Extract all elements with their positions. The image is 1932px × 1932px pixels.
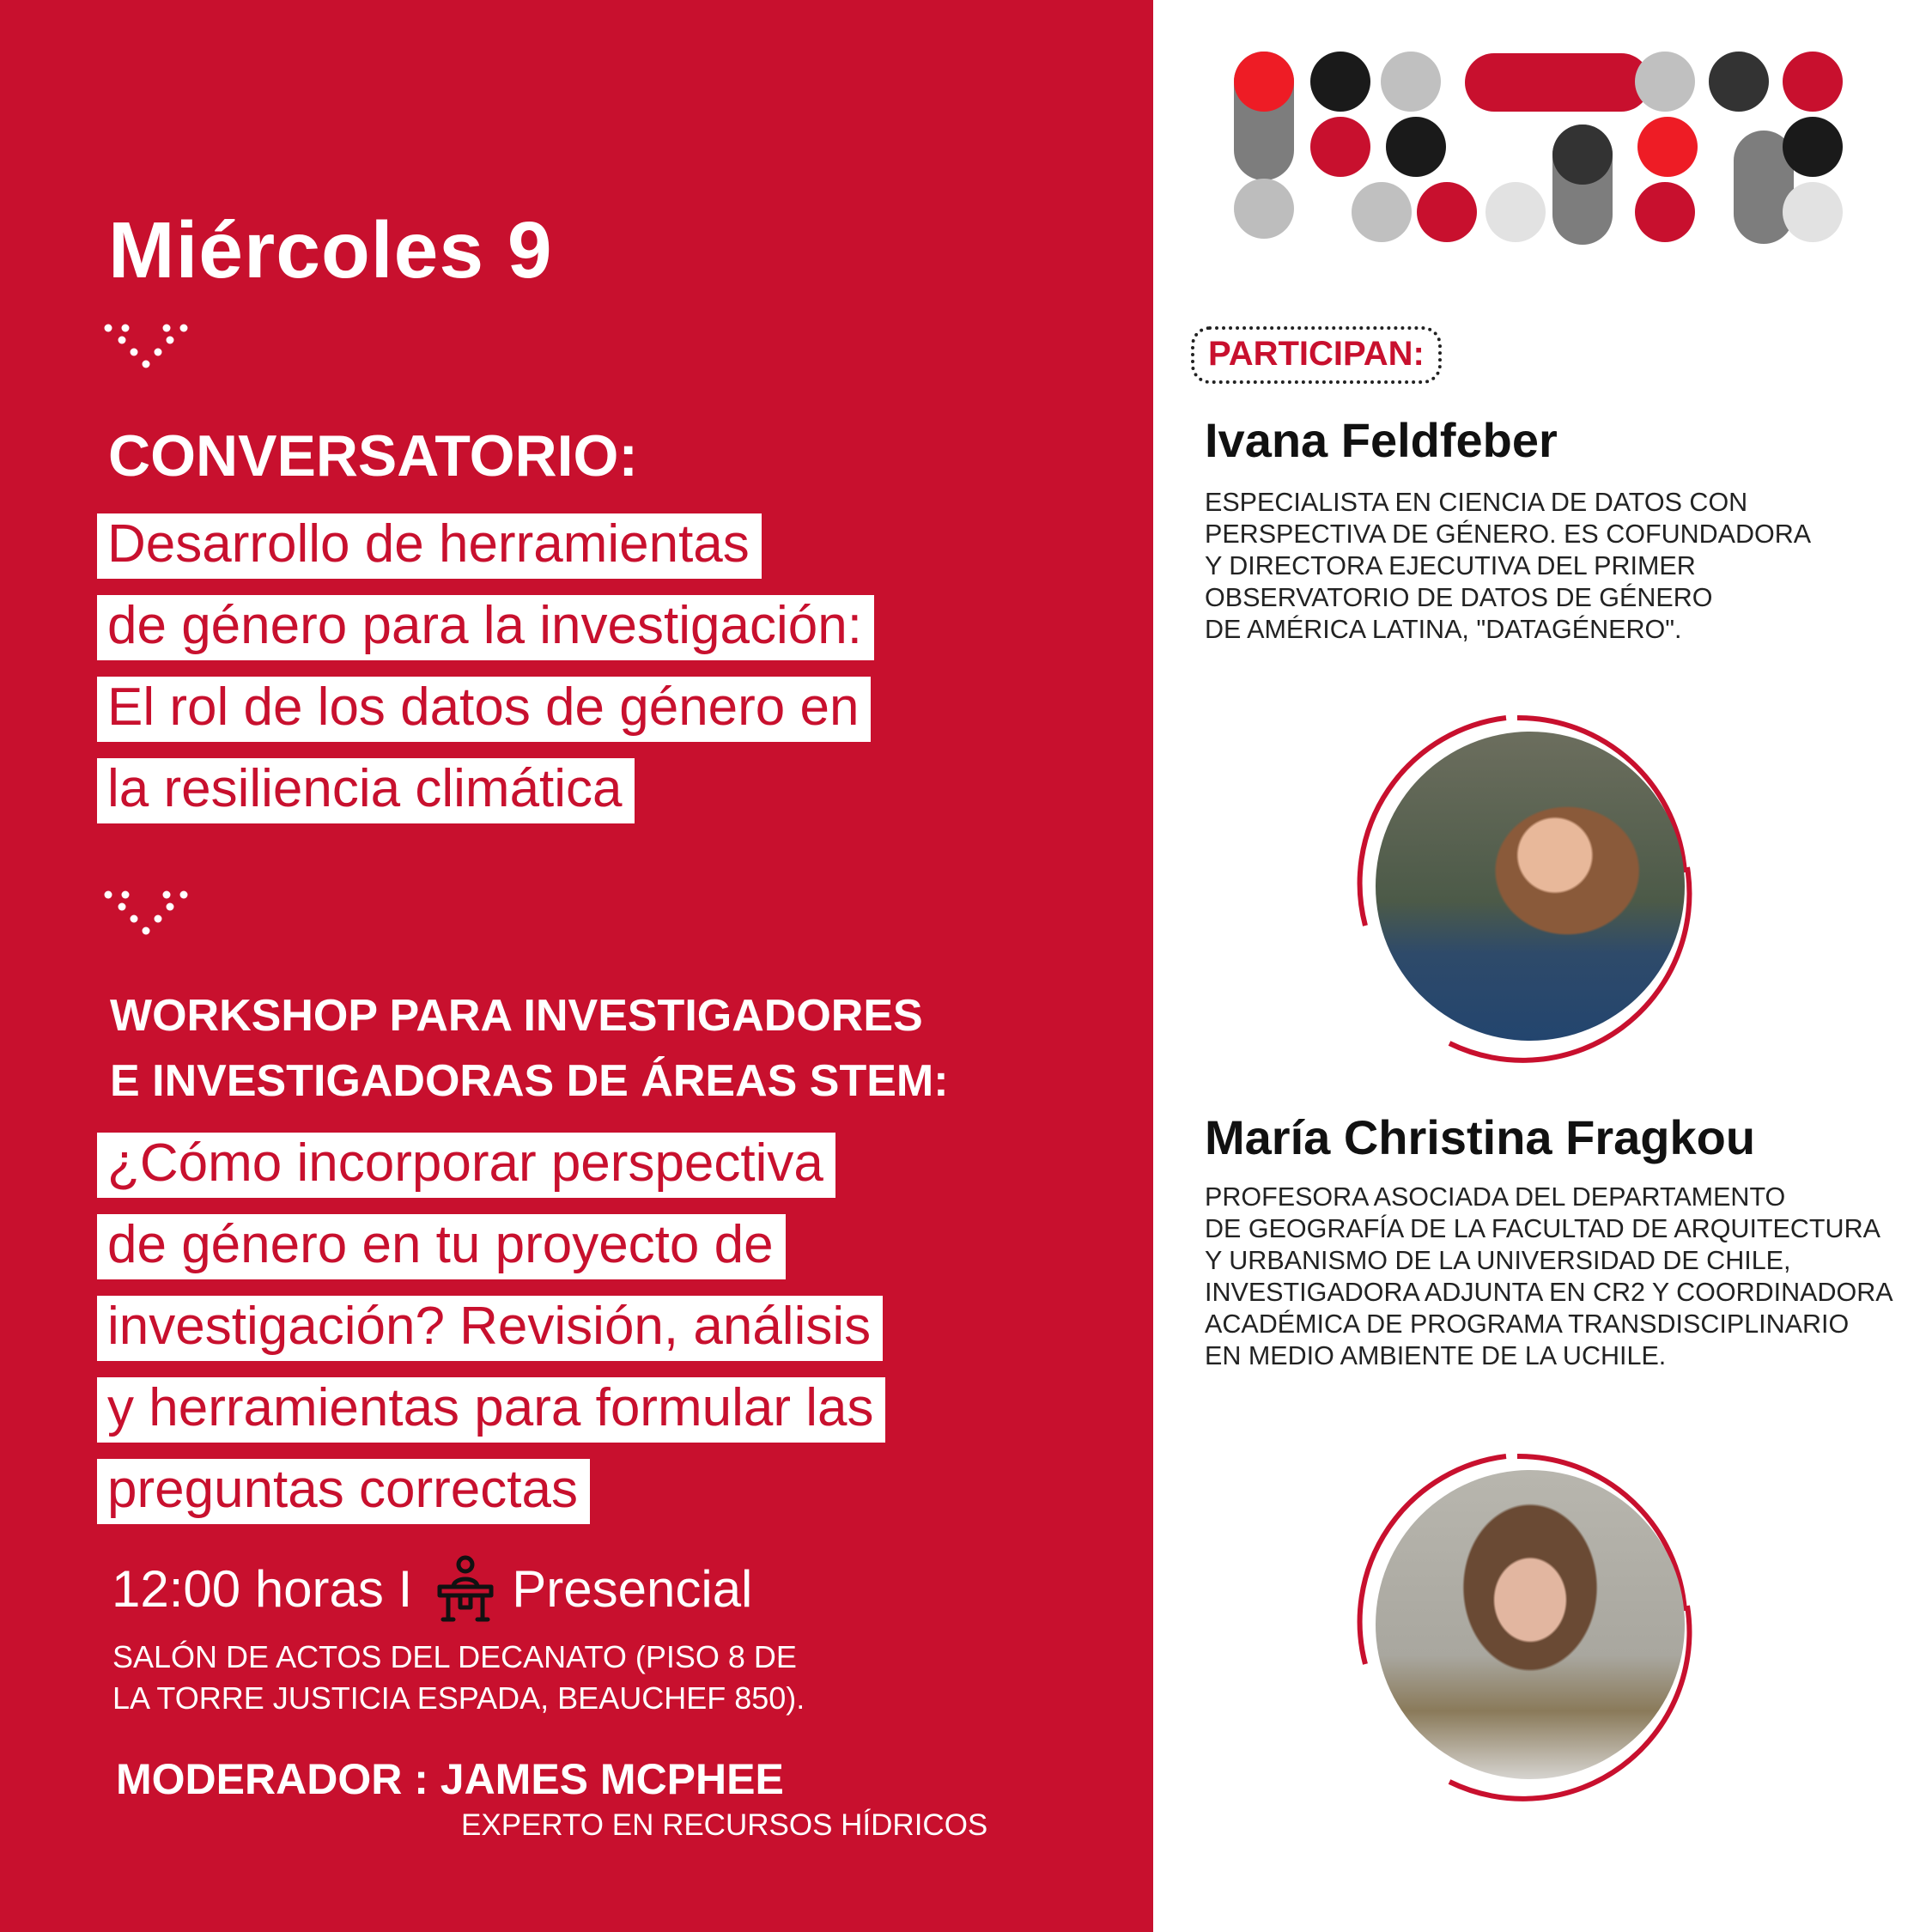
- desc-line: DE GEOGRAFÍA DE LA FACULTAD DE ARQUITECTURA: [1205, 1214, 1880, 1243]
- desc-line: ACADÉMICA DE PROGRAMA TRANSDISCIPLINARIO: [1205, 1309, 1850, 1339]
- moderator-role: EXPERTO EN RECURSOS HÍDRICOS: [461, 1808, 988, 1842]
- venue-line: SALÓN DE ACTOS DEL DECANATO (PISO 8 DE: [112, 1639, 797, 1674]
- event-modality: Presencial: [512, 1559, 753, 1618]
- conversatorio-title-line: Desarrollo de herramientas: [97, 513, 762, 579]
- event-venue: [112, 1637, 805, 1719]
- workshop-title-line: ¿Cómo incorporar perspectiva: [97, 1133, 835, 1198]
- dotted-chevron-icon: [101, 890, 191, 941]
- podium-speaker-icon: [434, 1554, 496, 1623]
- workshop-title-line: investigación? Revisión, análisis: [97, 1296, 883, 1361]
- conversatorio-title-line: de género para la investigación:: [97, 595, 874, 660]
- workshop-title-line: y herramientas para formular las: [97, 1377, 885, 1443]
- participant-description: [1205, 487, 1811, 646]
- conversatorio-label: CONVERSATORIO:: [108, 423, 639, 489]
- workshop-title-line: preguntas correctas: [97, 1459, 590, 1524]
- workshop-label: [110, 983, 949, 1114]
- dot-pattern-logo: [1153, 0, 1932, 258]
- venue-line: LA TORRE JUSTICIA ESPADA, BEAUCHEF 850).: [112, 1680, 805, 1716]
- conversatorio-title-line: la resiliencia climática: [97, 758, 635, 823]
- desc-line: PROFESORA ASOCIADA DEL DEPARTAMENTO: [1205, 1182, 1786, 1212]
- workshop-title-line: de género en tu proyecto de: [97, 1214, 786, 1279]
- participant-name: María Christina Fragkou: [1205, 1110, 1756, 1164]
- workshop-label-line: WORKSHOP PARA INVESTIGADORES: [110, 991, 923, 1041]
- participant-photo: [1376, 1470, 1685, 1779]
- desc-line: INVESTIGADORA ADJUNTA EN CR2 Y COORDINADORA: [1205, 1278, 1893, 1307]
- desc-line: EN MEDIO AMBIENTE DE LA UCHILE.: [1205, 1341, 1667, 1370]
- participant-photo: [1376, 732, 1685, 1041]
- participants-panel: [1153, 0, 1932, 1932]
- desc-line: PERSPECTIVA DE GÉNERO. ES COFUNDADORA: [1205, 519, 1812, 549]
- desc-line: OBSERVATORIO DE DATOS DE GÉNERO: [1205, 583, 1713, 612]
- desc-line: Y DIRECTORA EJECUTIVA DEL PRIMER: [1205, 551, 1696, 580]
- desc-line: Y URBANISMO DE LA UNIVERSIDAD DE CHILE,: [1205, 1246, 1791, 1275]
- workshop-label-line: E INVESTIGADORAS DE ÁREAS STEM:: [110, 1056, 949, 1106]
- workshop-title: [97, 1133, 885, 1540]
- dotted-chevron-icon: [101, 323, 191, 374]
- participant-description: [1205, 1182, 1893, 1372]
- conversatorio-title-line: El rol de los datos de género en: [97, 677, 871, 742]
- conversatorio-title: [97, 513, 874, 840]
- participant-name: Ivana Feldfeber: [1205, 413, 1558, 467]
- desc-line: DE AMÉRICA LATINA, "DATAGÉNERO".: [1205, 615, 1682, 644]
- desc-line: ESPECIALISTA EN CIENCIA DE DATOS CON: [1205, 488, 1748, 517]
- event-day: Miércoles 9: [108, 205, 553, 295]
- time-and-modality: [112, 1554, 752, 1623]
- event-time: 12:00 horas I: [112, 1559, 413, 1618]
- moderator-name: MODERADOR : JAMES MCPHEE: [116, 1755, 784, 1803]
- participants-label: PARTICIPAN:: [1191, 326, 1442, 384]
